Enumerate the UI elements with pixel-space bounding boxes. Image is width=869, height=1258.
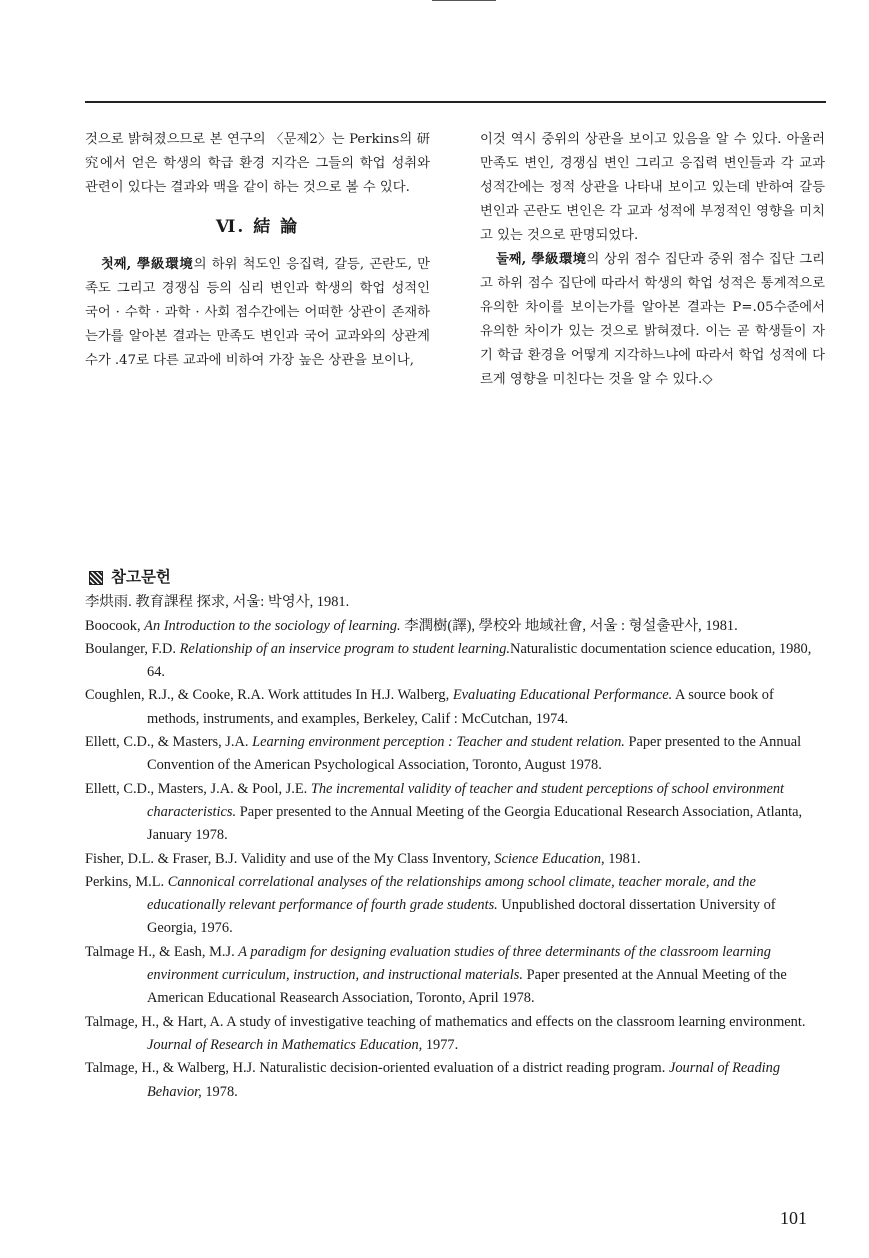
reference-details: A source book of methods, instruments, and examples, Berkeley, Calif : McCutchan, 1974. xyxy=(147,687,774,727)
reference-details: 1977. xyxy=(422,1036,459,1053)
reference-details: 李潤樹(譯), 學校와 地域社會, 서울 : 형설출판사, 1981. xyxy=(400,617,738,634)
paragraph-body: 의 상위 점수 집단과 중위 점수 집단 그리고 하위 점수 집단에 따라서 학생의 학업 성적은 통계적으로 유의한 차이를 보이는가를 알아본 결과는 P=.05수준에서 유의한 차이가 있는 것으로 밝혀졌다. 이는 곧 학생들이 자기 학급 환경을 어떻게 지각하느냐에 따라서 학업 성적에 다르게 영향을 미친다는 것을 알 수 있다. xyxy=(480,252,826,387)
reference-title: The incremental validity of teacher and student perceptions of school environment characteristics. xyxy=(147,780,785,820)
reference-authors: Ellett, C.D., Masters, J.A. & Pool, J.E. xyxy=(85,780,311,797)
reference-title: Relationship of an inservice program to student learning. xyxy=(179,640,511,657)
top-edge-mark xyxy=(432,0,496,1)
reference-title: An Introduction to the sociology of learning. xyxy=(144,617,401,634)
section-heading xyxy=(85,215,430,239)
reference-item xyxy=(85,778,820,848)
reference-title: Journal of Research in Mathematics Education, xyxy=(147,1036,423,1053)
reference-item xyxy=(85,591,820,614)
reference-list xyxy=(85,591,820,1104)
reference-title: Learning environment perception : Teacher and student relation. xyxy=(252,734,625,751)
reference-details: Naturalistic documentation science education, 1980, 64. xyxy=(147,640,812,681)
references-section xyxy=(85,566,820,1104)
reference-item xyxy=(85,684,820,731)
reference-authors: Fisher, D.L. & Fraser, B.J. Validity and use of the My Class Inventory, xyxy=(85,850,495,867)
reference-authors: Talmage, H., & Hart, A. A study of investigative teaching of mathematics and effects on the classroom learning environment. xyxy=(85,1013,806,1030)
paragraph xyxy=(480,248,825,392)
reference-item xyxy=(85,941,820,1011)
reference-details: Paper presented at the Annual Meeting of the American Educational Reasearch Association, Toronto, April 1978. xyxy=(147,967,787,1007)
reference-authors: Boocook, xyxy=(85,617,145,634)
section-title: 結 論 xyxy=(253,217,300,237)
reference-title: Cannonical correlational analyses of the relationships among school climate, teacher morale, and the educationally relevant performance of fourth grade students. xyxy=(147,873,756,914)
page-number: 101 xyxy=(780,1208,807,1228)
end-mark-icon: ◇ xyxy=(702,372,713,387)
reference-item xyxy=(85,848,820,871)
reference-authors: Coughlen, R.J., & Cooke, R.A. Work attitudes In H.J. Walberg, xyxy=(85,687,453,704)
reference-details: 1978. xyxy=(201,1083,238,1100)
reference-item xyxy=(85,731,820,778)
reference-details: Paper presented to the Annual Meeting of the Georgia Educational Research Association, Atlanta, January 1978. xyxy=(147,803,803,844)
reference-authors: Talmage, H., & Walberg, H.J. Naturalistic decision-oriented evaluation of a district reading program. xyxy=(85,1060,669,1077)
reference-item xyxy=(85,1011,820,1058)
reference-item xyxy=(85,638,820,685)
paragraph: 이것 역시 중위의 상관을 보이고 있음을 알 수 있다. 아울러 만족도 변인, 경쟁심 변인 그리고 응집력 변인들과 각 교과 성적간에는 정적 상관을 나타내 보이고 있는데 반하여 갈등 변인과 곤란도 변인은 각 교과 성적에 부정적인 영향을 미치고 있는 것으로 판명되었다. xyxy=(480,132,825,243)
paragraph xyxy=(85,253,430,373)
paragraph-lead: 둘째, 學級環境 xyxy=(495,252,587,267)
paragraph-body: 의 하위 척도인 응집력, 갈등, 곤란도, 만족도 그리고 경쟁심 등의 심리 변인과 학생의 학업 성적인 국어 · 수학 · 과학 · 사회 점수간에는 어떠한 상관이 존재하는가를 알아본 결과는 만족도 변인과 국어 교과와의 상관계수가 .47로 다른 교과에 비하여 가장 높은 상관을 보이나, xyxy=(85,257,431,368)
reference-item xyxy=(85,1057,820,1104)
reference-authors: Boulanger, F.D. xyxy=(85,640,180,657)
reference-authors: Ellett, C.D., & Masters, J.A. xyxy=(85,734,253,751)
reference-item xyxy=(85,615,820,638)
reference-authors: Perkins, M.L. xyxy=(85,873,168,890)
right-column xyxy=(480,128,825,392)
reference-item xyxy=(85,871,820,941)
reference-authors: Talmage H., & Eash, M.J. xyxy=(85,943,239,960)
section-number: Ⅵ. xyxy=(215,217,246,237)
reference-details: Unpublished doctoral dissertation University of Georgia, 1976. xyxy=(147,897,776,937)
reference-authors: 李烘雨. 教育課程 探求, 서울: 박영사, 1981. xyxy=(85,594,350,611)
references-title: 참고문헌 xyxy=(111,568,171,586)
hatched-square-icon xyxy=(89,571,103,585)
header-rule xyxy=(85,101,826,103)
reference-title: Journal of Reading Behavior, xyxy=(147,1060,781,1100)
reference-details: 1981. xyxy=(604,850,641,867)
reference-title: Science Education, xyxy=(494,850,605,867)
paragraph: 것으로 밝혀졌으므로 본 연구의 〈문제2〉는 Perkins의 研究에서 얻은 학생의 학급 환경 지각은 그들의 학업 성취와 관련이 있다는 결과와 맥을 같이 하는 것으로 볼 수 있다. xyxy=(85,132,430,195)
left-column xyxy=(85,128,430,373)
paragraph-lead: 첫째, 學級環境 xyxy=(100,257,194,272)
reference-details: Paper presented to the Annual Convention of the American Psychological Association, Toronto, August 1978. xyxy=(147,734,802,774)
references-heading xyxy=(85,566,820,589)
reference-title: Evaluating Educational Performance. xyxy=(452,687,673,704)
reference-title: A paradigm for designing evaluation studies of three determinants of the classroom learning environment curriculum, instruction, and instructional materials. xyxy=(147,943,771,984)
